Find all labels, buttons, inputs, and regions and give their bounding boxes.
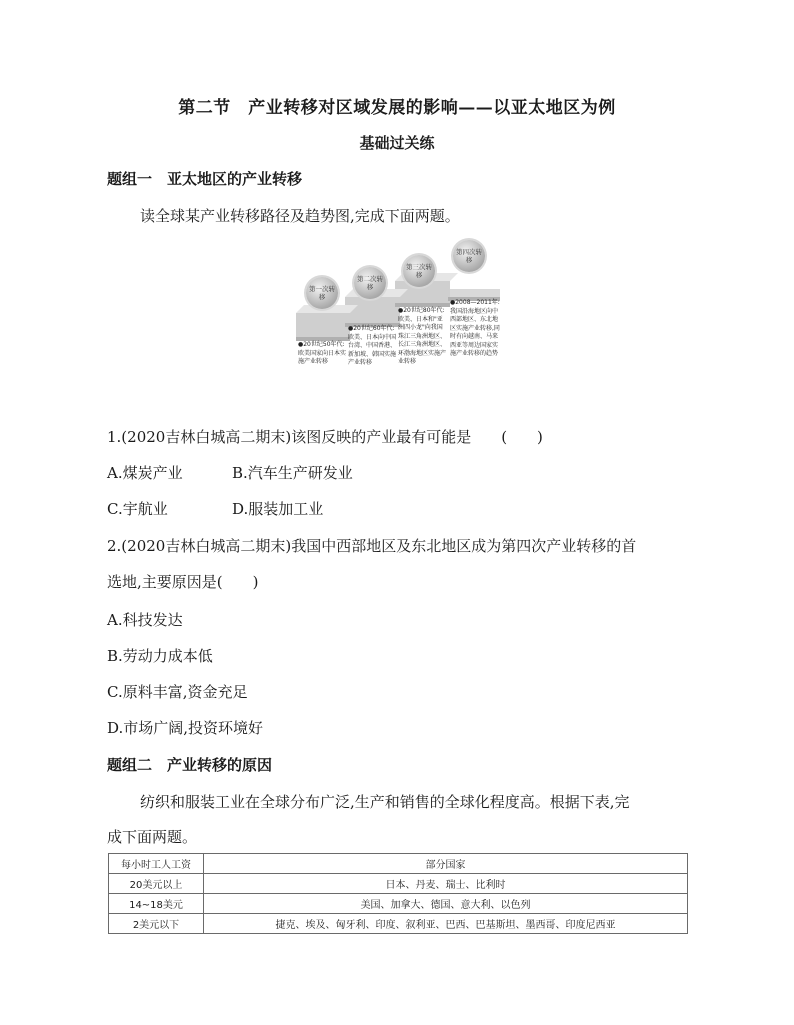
table-cell-wage: 2美元以下 — [109, 914, 204, 934]
transfer-text-1: ●20世纪50年代:欧美国家向日本实施产业转移 — [298, 341, 347, 365]
table-cell-wage: 20美元以上 — [109, 874, 204, 894]
transfer-badge-1: 第一次转移 — [306, 277, 338, 309]
question-2-stem: 2.(2020吉林白城高二期末)我国中西部地区及东北地区成为第四次产业转移的首 — [107, 537, 637, 555]
q1-option-c[interactable]: C.宇航业 — [107, 500, 168, 518]
page-title: 第二节 产业转移对区域发展的影响——以亚太地区为例 — [178, 98, 616, 118]
table-row — [109, 914, 688, 934]
transfer-badge-2: 第二次转移 — [354, 267, 386, 299]
table-cell-countries: 美国、加拿大、德国、意大利、以色列 — [204, 894, 688, 914]
group1-intro: 读全球某产业转移路径及趋势图,完成下面两题。 — [140, 207, 460, 225]
table-row — [109, 894, 688, 914]
q2-option-a[interactable]: A.科技发达 — [107, 611, 183, 629]
table-cell-countries: 日本、丹麦、瑞士、比利时 — [204, 874, 688, 894]
table-cell-countries: 捷克、埃及、匈牙利、印度、叙利亚、巴西、巴基斯坦、墨西哥、印度尼西亚 — [204, 914, 688, 934]
q1-option-a[interactable]: A.煤炭产业 — [107, 464, 183, 482]
table-header-countries: 部分国家 — [204, 854, 688, 874]
transfer-badge-3: 第三次转移 — [403, 255, 435, 287]
q2-option-c[interactable]: C.原料丰富,资金充足 — [107, 683, 248, 701]
table-row — [109, 874, 688, 894]
question-2-stem-cont: 选地,主要原因是( ) — [107, 573, 259, 591]
section-subtitle: 基础过关练 — [359, 134, 435, 152]
transfer-text-4: ●2008—2011年:我国沿海地区向中西部地区、东北地区实施产业转移,同时有向越南、马来西亚等周边国家实施产业转移的趋势 — [450, 299, 500, 357]
q1-option-b[interactable]: B.汽车生产研发业 — [232, 464, 353, 482]
table-header-wage: 每小时工人工资 — [109, 854, 204, 874]
industry-transfer-diagram — [290, 237, 510, 412]
transfer-text-3: ●20世纪80年代:欧美、日本和"亚洲四小龙"向我国珠江三角洲地区、长江三角洲地区、环渤海地区实施产业转移 — [398, 307, 447, 365]
q2-option-d[interactable]: D.市场广阔,投资环境好 — [107, 719, 264, 737]
q2-option-b[interactable]: B.劳动力成本低 — [107, 647, 213, 665]
group1-heading: 题组一 亚太地区的产业转移 — [107, 170, 303, 188]
q1-option-d[interactable]: D.服装加工业 — [232, 500, 324, 518]
group2-intro-line1: 纺织和服装工业在全球分布广泛,生产和销售的全球化程度高。根据下表,完 — [140, 793, 630, 811]
group2-intro-line2: 成下面两题。 — [107, 828, 198, 846]
table-header-row — [109, 854, 688, 874]
table-cell-wage: 14~18美元 — [109, 894, 204, 914]
wage-table — [108, 853, 688, 934]
group2-heading: 题组二 产业转移的原因 — [107, 756, 273, 774]
transfer-badge-4: 第四次转移 — [453, 240, 485, 272]
question-1-stem: 1.(2020吉林白城高二期末)该图反映的产业最有可能是 ( ) — [107, 428, 543, 446]
transfer-text-2: ●20世纪60年代:欧美、日本向中国台湾、中国香港、新加坡、韩国实施产业转移 — [348, 325, 397, 366]
